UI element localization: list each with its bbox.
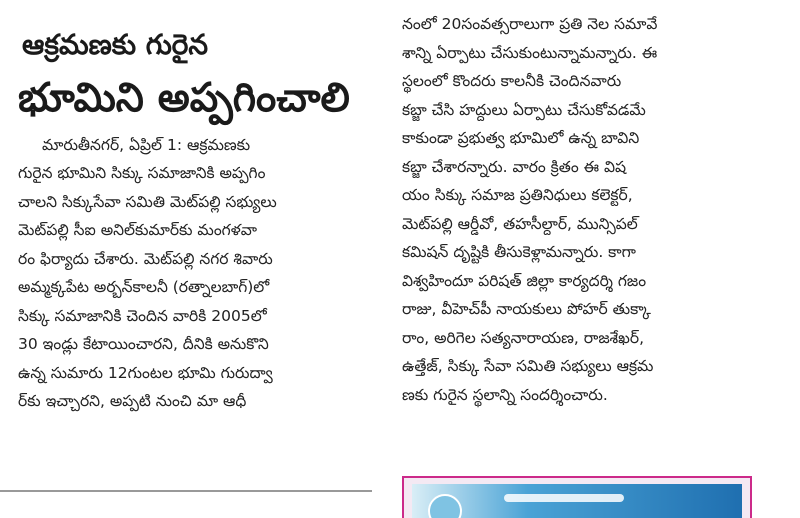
ad-logo-icon xyxy=(428,494,462,518)
body-line: కాకుండా ప్రభుత్వ భూమిలో ఉన్న బావిని xyxy=(402,129,640,147)
ad-brand-script xyxy=(504,494,624,502)
column-divider-rule xyxy=(0,490,372,492)
body-line: మారుతీనగర్, ఏప్రిల్ 1: ఆక్రమణకు xyxy=(42,135,251,154)
body-line: రం ఫిర్యాదు చేశారు. మెట్‌పల్లి నగర శివారు xyxy=(18,249,273,268)
body-line: నంలో 20సంవత్సరాలుగా ప్రతి నెల సమావే xyxy=(402,15,658,33)
body-line: చాలని సిక్కుసేవా సమితి మెట్‌పల్లి సభ్యులు xyxy=(18,192,277,211)
body-line: సిక్కు సమాజానికి చెందిన వారికి 2005లో xyxy=(18,306,267,325)
body-line: శాన్ని ఏర్పాటు చేసుకుంటున్నామన్నారు. ఈ xyxy=(402,43,658,62)
body-line: ఉన్న సుమారు 12గుంటల భూమి గురుద్వా xyxy=(18,363,273,382)
body-line: ణకు గురైన స్థలాన్ని సందర్శించారు. xyxy=(402,385,608,404)
body-line: ర్‌కు ఇచ్చారని, అప్పటి నుంచి మా ఆధీ xyxy=(18,392,247,411)
ad-banner xyxy=(412,484,742,518)
body-line: మెట్‌పల్లి ఆర్డీవో, తహసీల్దార్, మున్సిపల్ xyxy=(402,214,638,233)
body-line: విశ్వహిందూ పరిషత్ జిల్లా కార్యదర్శి గజం xyxy=(402,271,647,290)
right-column xyxy=(402,10,754,409)
body-line: ఉత్తేజ్, సిక్కు సేవా సమితి సభ్యులు ఆక్రమ xyxy=(402,357,654,375)
body-line: రాం, అరిగెల సత్యనారాయణ, రాజశేఖర్, xyxy=(402,328,644,347)
left-column xyxy=(18,20,378,416)
body-line: స్థలంలో కొందరు కాలనీకి చెందినవారు xyxy=(402,72,622,90)
body-line: 30 ఇండ్లు కేటాయించారని, దీనికి అనుకొని xyxy=(18,335,269,354)
left-body xyxy=(18,131,378,416)
headline-large: భూమిని అప్పగించాలి xyxy=(18,74,350,121)
body-line: కమిషన్ దృష్టికి తీసుకెళ్లామన్నారు. కాగా xyxy=(402,243,636,261)
advertisement-box xyxy=(402,476,752,518)
body-line: రాజు, వీహెచ్‌పీ నాయకులు పోహర్ తుక్కా xyxy=(402,300,651,318)
headline-small: ఆక్రమణకు గురైన xyxy=(22,28,209,61)
body-line: యం సిక్కు సమాజ ప్రతినిధులు కలెక్టర్, xyxy=(402,186,633,204)
body-line: గురైన భూమిని సిక్కు సమాజానికి అప్పగిం xyxy=(18,164,266,183)
body-line: మెట్‌పల్లి సీఐ అనిల్‌కుమార్‌కు మంగళవా xyxy=(18,221,257,240)
body-line: అమ్మక్కపేట అర్బన్‌కాలనీ (రత్నాలబాగ్)లో xyxy=(18,278,270,297)
body-line: కబ్జా చేసి హద్దులు ఏర్పాటు చేసుకోవడమే xyxy=(402,100,646,119)
body-line: కబ్జా చేశారన్నారు. వారం క్రితం ఈ విష xyxy=(402,157,627,176)
